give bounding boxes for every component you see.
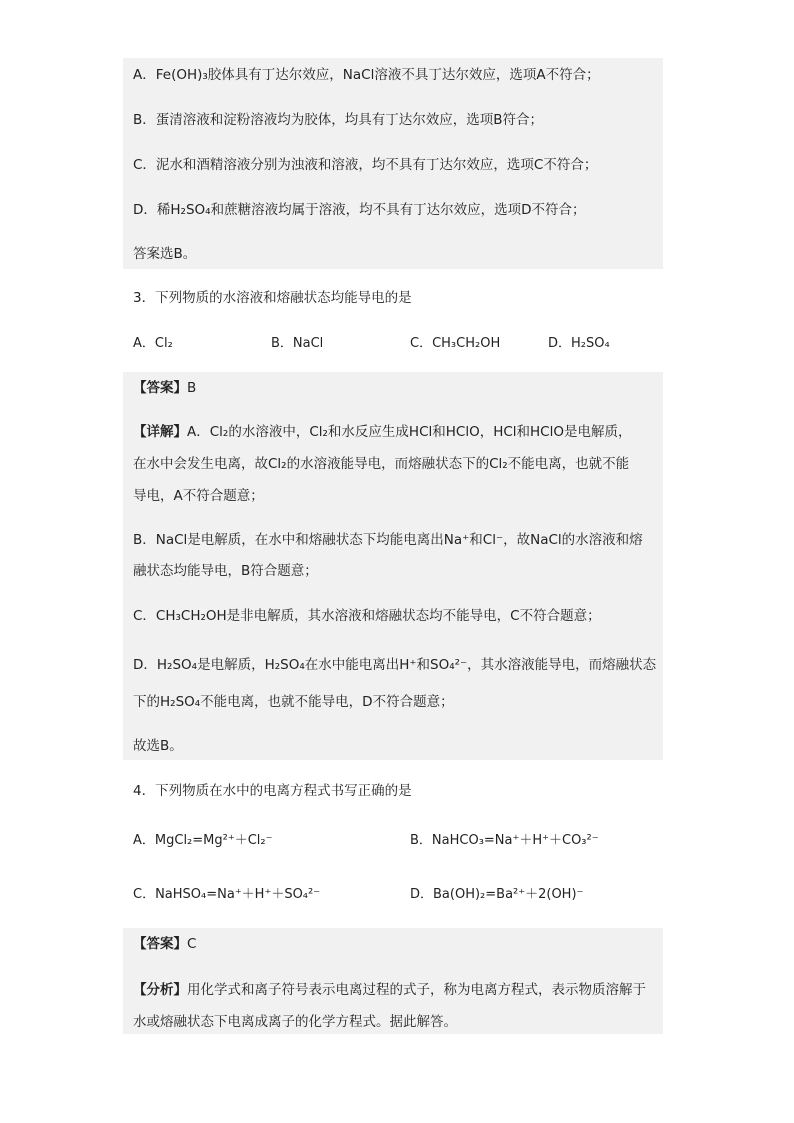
prev-option-b-explanation: B．蛋清溶液和淀粉溶液均为胶体，均具有丁达尔效应，选项B符合； [133, 112, 544, 128]
q4-option-b: B．NaHCO₃=Na⁺＋H⁺＋CO₃²⁻ [410, 833, 599, 848]
q3-detail-text-1: A．Cl₂的水溶液中，Cl₂和水反应生成HCl和HClO，HCl和HClO是电解质， [187, 424, 632, 440]
q4-analysis-line-1 [133, 980, 646, 1000]
prev-conclusion: 答案选B。 [133, 246, 197, 262]
prev-option-d-explanation: D．稀H₂SO₄和蔗糖溶液均属于溶液，均不具有丁达尔效应，选项D不符合； [133, 202, 586, 218]
prev-option-c-explanation: C．泥水和酒精溶液分别为浊液和溶液，均不具有丁达尔效应，选项C不符合； [133, 157, 598, 173]
q3-answer: B [187, 380, 197, 396]
q3-detail-line-8: 下的H₂SO₄不能电离，也就不能导电，D不符合题意； [133, 694, 454, 710]
q4-analysis-text-1: 用化学式和离子符号表示电离过程的式子，称为电离方程式，表示物质溶解于 [187, 982, 646, 998]
q4-stem: 4．下列物质在水中的电离方程式书写正确的是 [133, 783, 412, 799]
q3-answer-line [133, 378, 196, 398]
q3-detail-line-3: 导电，A不符合题意； [133, 488, 264, 504]
answer-tag: 【答案】 [133, 936, 187, 952]
q3-option-a: A．Cl₂ [133, 336, 173, 351]
analysis-tag: 【分析】 [133, 982, 187, 998]
q3-stem: 3．下列物质的水溶液和熔融状态均能导电的是 [133, 290, 412, 306]
q3-option-b: B．NaCl [271, 336, 324, 351]
detail-tag: 【详解】 [133, 424, 187, 440]
q3-detail-line-4: B．NaCl是电解质，在水中和熔融状态下均能电离出Na⁺和Cl⁻，故NaCl的水溶液和熔 [133, 532, 643, 548]
q3-detail-line-6: C．CH₃CH₂OH是非电解质，其水溶液和熔融状态均不能导电，C不符合题意； [133, 608, 601, 624]
q4-answer: C [187, 936, 197, 952]
answer-tag: 【答案】 [133, 380, 187, 396]
q3-detail-line-9: 故选B。 [133, 738, 183, 754]
q4-option-a: A．MgCl₂=Mg²⁺＋Cl₂⁻ [133, 833, 273, 848]
prev-option-a-explanation: A．Fe(OH)₃胶体具有丁达尔效应，NaCl溶液不具丁达尔效应，选项A不符合； [133, 67, 600, 83]
q3-option-c: C．CH₃CH₂OH [410, 336, 501, 351]
q3-detail-line-1 [133, 422, 631, 442]
q4-option-d: D．Ba(OH)₂=Ba²⁺＋2(OH)⁻ [410, 887, 584, 902]
q3-detail-line-5: 融状态均能导电，B符合题意； [133, 563, 318, 579]
q3-option-d: D．H₂SO₄ [548, 336, 610, 351]
q3-detail-line-2: 在水中会发生电离，故Cl₂的水溶液能导电，而熔融状态下的Cl₂不能电离，也就不能 [133, 456, 630, 472]
q3-detail-line-7: D．H₂SO₄是电解质，H₂SO₄在水中能电离出H⁺和SO₄²⁻，其水溶液能导电，而熔融状态 [133, 657, 657, 673]
q4-option-c: C．NaHSO₄=Na⁺＋H⁺＋SO₄²⁻ [133, 887, 321, 902]
q4-analysis-line-2: 水或熔融状态下电离成离子的化学方程式。据此解答。 [133, 1014, 457, 1030]
q4-answer-line [133, 934, 196, 954]
